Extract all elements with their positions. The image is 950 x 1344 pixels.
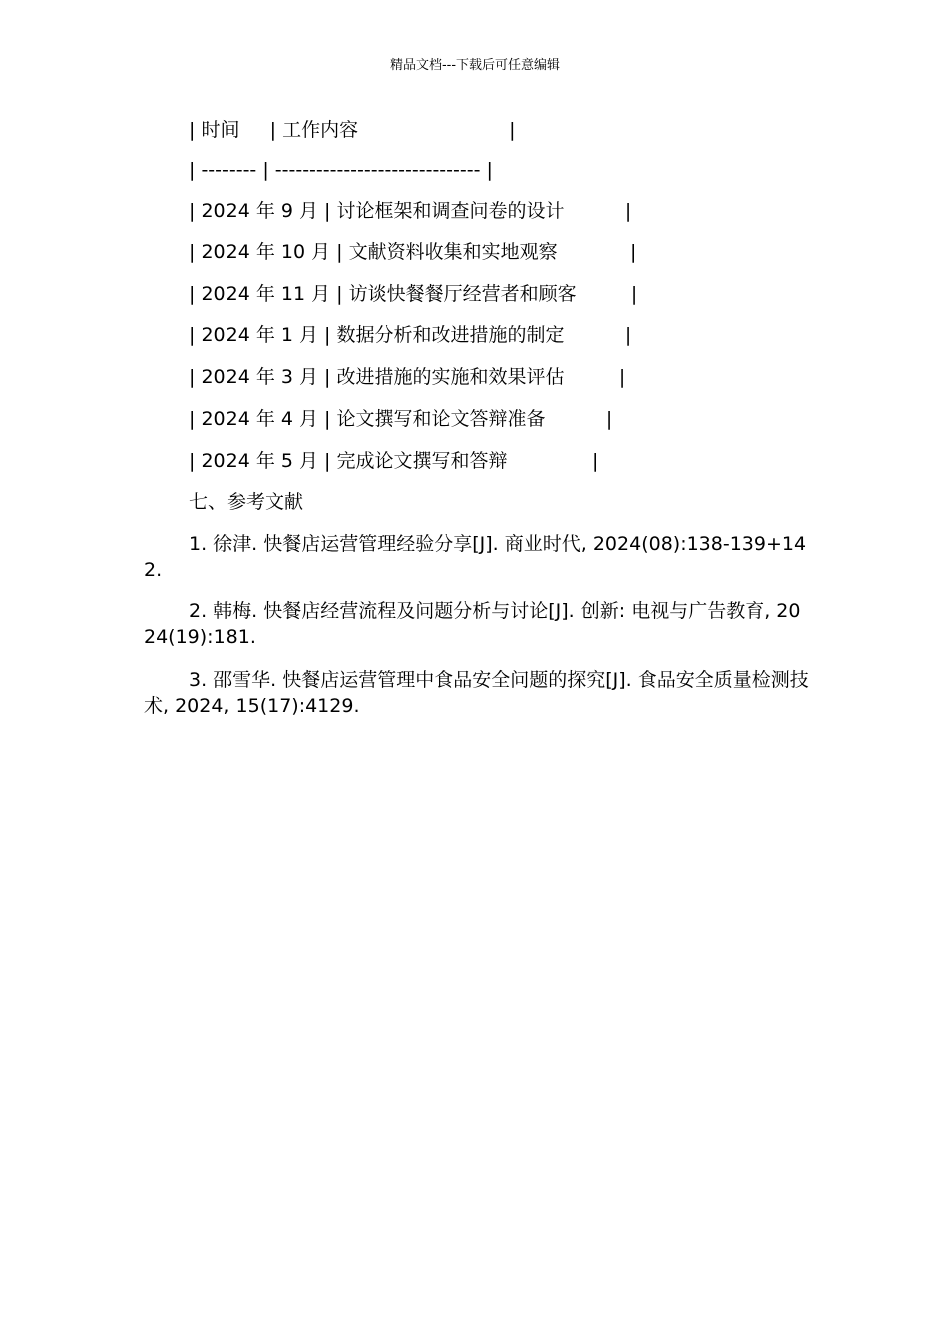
references-heading: 七、参考文献 [189,491,304,513]
schedule-row-3: | 2024 年 11 月 | 访谈快餐餐厅经营者和顾客 | [189,283,638,305]
schedule-row-5: | 2024 年 3 月 | 改进措施的实施和效果评估 | [189,366,626,388]
schedule-table-separator: | -------- | ------------------------------ | [189,159,493,181]
reference-item-2: 2. 韩梅. 快餐店经营流程及问题分析与讨论[J]. 创新: 电视与广告教育, 2024(19):181. [144,600,801,648]
schedule-row-6: | 2024 年 4 月 | 论文撰写和论文答辩准备 | [189,408,613,430]
schedule-table-header: | 时间 | 工作内容 | [189,119,516,141]
schedule-row-7: | 2024 年 5 月 | 完成论文撰写和答辩 | [189,450,599,472]
reference-item-3: 3. 邵雪华. 快餐店运营管理中食品安全问题的探究[J]. 食品安全质量检测技术, 2024, 15(17):4129. [144,669,809,717]
schedule-row-2: | 2024 年 10 月 | 文献资料收集和实地观察 | [189,241,637,263]
schedule-row-4: | 2024 年 1 月 | 数据分析和改进措施的制定 | [189,324,632,346]
reference-item-1: 1. 徐津. 快餐店运营管理经验分享[J]. 商业时代, 2024(08):138-139+142. [144,533,807,581]
schedule-row-1: | 2024 年 9 月 | 讨论框架和调查问卷的设计 | [189,200,632,222]
page-header: 精品文档---下载后可任意编辑 [389,58,561,73]
